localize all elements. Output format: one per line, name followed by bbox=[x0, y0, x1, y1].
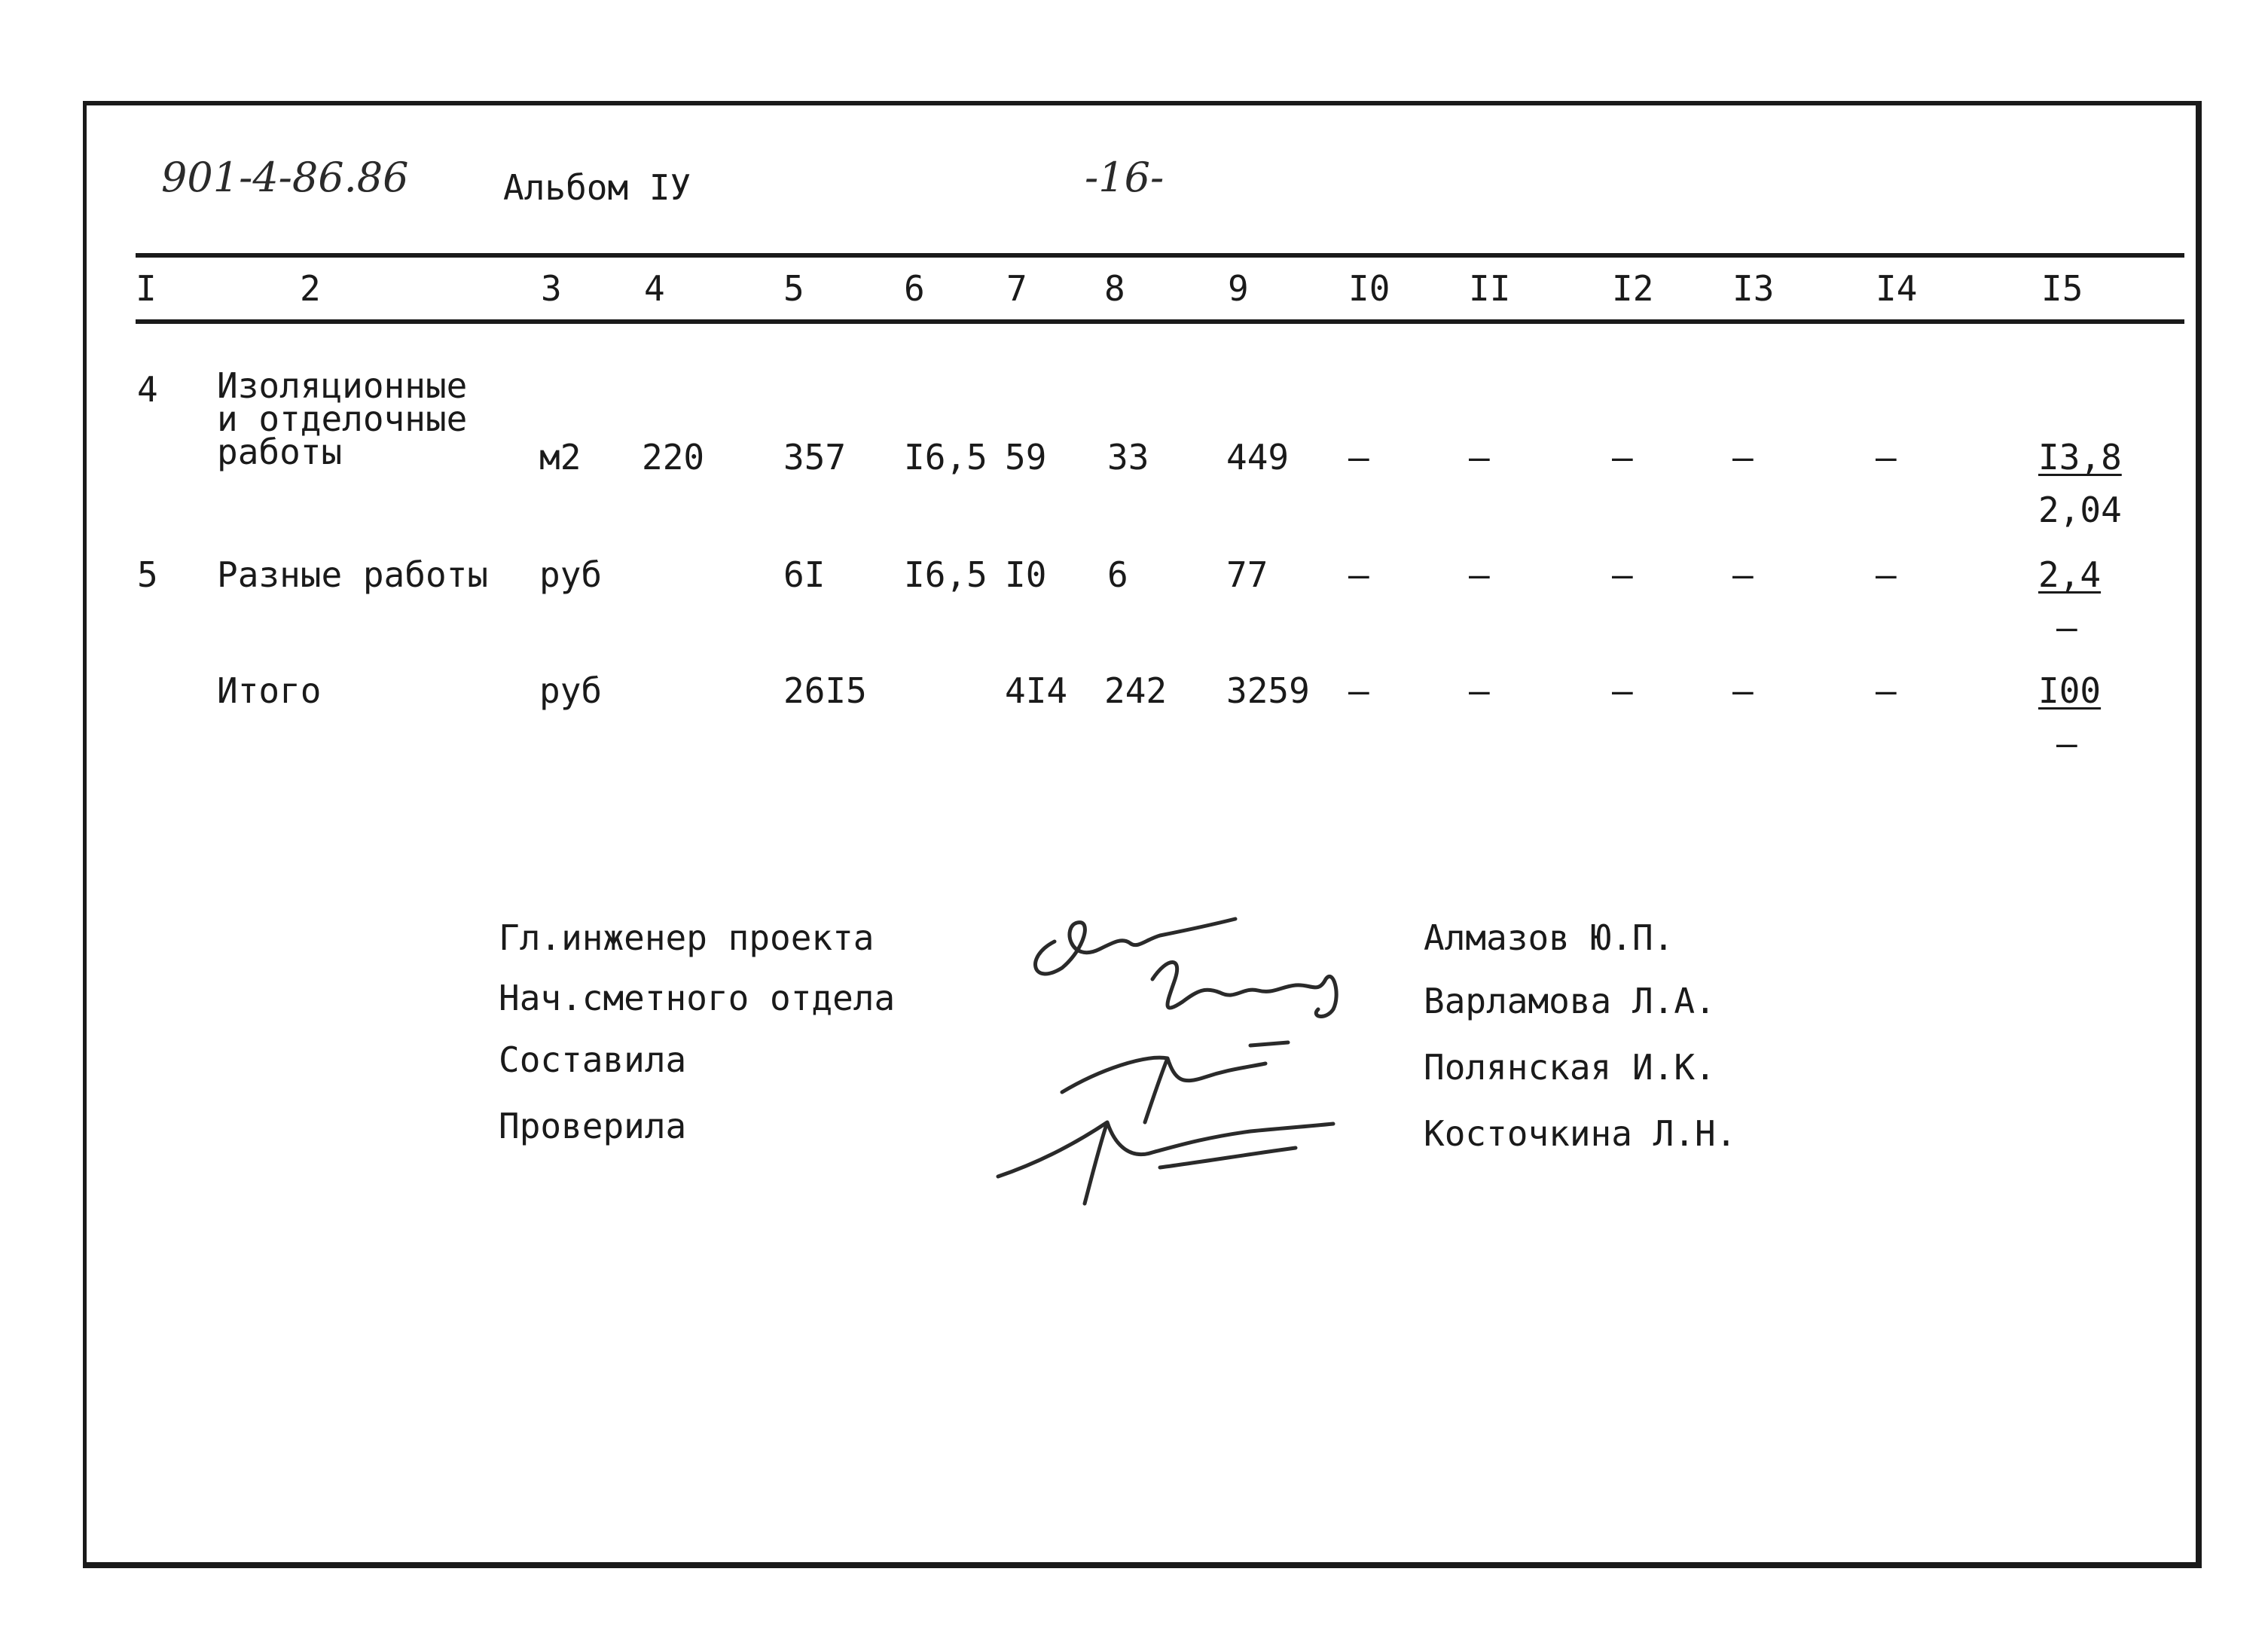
cell-col12: – bbox=[1612, 437, 1633, 478]
cell-col11: – bbox=[1469, 670, 1490, 711]
col-header-10: I0 bbox=[1348, 268, 1390, 309]
cell-col5: 6I bbox=[783, 554, 826, 595]
cell-col7: 59 bbox=[1005, 437, 1047, 478]
col-header-12: I2 bbox=[1612, 268, 1654, 309]
cell-col15-top: 2,4 bbox=[2038, 554, 2102, 595]
cell-col5: 357 bbox=[783, 437, 847, 478]
cell-col14: – bbox=[1876, 670, 1897, 711]
role-chief-engineer: Гл.инженер проекта bbox=[499, 917, 875, 958]
page-number: -16- bbox=[1085, 154, 1165, 201]
role-checked-by: Проверила bbox=[499, 1106, 687, 1146]
cell-col13: – bbox=[1732, 437, 1754, 478]
cell-col14: – bbox=[1876, 437, 1897, 478]
person-chief-engineer: Алмазов Ю.П. bbox=[1424, 917, 1674, 958]
cell-col7: 4I4 bbox=[1005, 670, 1068, 711]
cell-col12: – bbox=[1612, 670, 1633, 711]
col-header-6: 6 bbox=[904, 268, 925, 309]
col-header-9: 9 bbox=[1228, 268, 1249, 309]
person-estimate-head: Варламова Л.А. bbox=[1424, 981, 1716, 1021]
col-header-4: 4 bbox=[644, 268, 665, 309]
cell-col10: – bbox=[1348, 554, 1369, 595]
cell-col14: – bbox=[1876, 554, 1897, 595]
cell-col15-bottom: 2,04 bbox=[2038, 490, 2122, 530]
cell-col13: – bbox=[1732, 670, 1754, 711]
unit-cell: руб bbox=[539, 554, 603, 595]
row-number: 5 bbox=[137, 554, 158, 595]
row-name: Итого bbox=[217, 670, 322, 711]
col-header-8: 8 bbox=[1104, 268, 1125, 309]
col-header-3: 3 bbox=[541, 268, 562, 309]
table-top-rule bbox=[136, 253, 2184, 258]
role-compiled-by: Составила bbox=[499, 1039, 687, 1080]
row-name: Изоляционные и отделочные работы bbox=[217, 365, 468, 472]
album-label: Альбом IУ bbox=[503, 167, 691, 208]
cell-col6: I6,5 bbox=[904, 437, 987, 478]
person-checked-by: Косточкина Л.Н. bbox=[1424, 1113, 1737, 1154]
cell-col13: – bbox=[1732, 554, 1754, 595]
cell-col11: – bbox=[1469, 554, 1490, 595]
cell-col8: 6 bbox=[1107, 554, 1128, 595]
cell-col5: 26I5 bbox=[783, 670, 867, 711]
cell-col8: 33 bbox=[1107, 437, 1149, 478]
document-code: 901-4-86.86 bbox=[161, 154, 409, 201]
col-header-11: II bbox=[1469, 268, 1511, 309]
person-compiled-by: Полянская И.К. bbox=[1424, 1047, 1716, 1088]
handwritten-signatures bbox=[979, 896, 1371, 1228]
cell-col6: I6,5 bbox=[904, 554, 987, 595]
cell-col15-top: I00 bbox=[2038, 670, 2102, 711]
cell-col15-bottom: – bbox=[2056, 723, 2077, 764]
col-header-7: 7 bbox=[1006, 268, 1027, 309]
cell-col8: 242 bbox=[1104, 670, 1168, 711]
unit-cell: м2 bbox=[539, 437, 581, 478]
cell-col10: – bbox=[1348, 670, 1369, 711]
col-header-13: I3 bbox=[1732, 268, 1775, 309]
col-header-15: I5 bbox=[2041, 268, 2083, 309]
col-header-14: I4 bbox=[1876, 268, 1918, 309]
cell-col15-top: I3,8 bbox=[2038, 437, 2122, 478]
unit-cell: руб bbox=[539, 670, 603, 711]
cell-col12: – bbox=[1612, 554, 1633, 595]
row-number: 4 bbox=[137, 369, 158, 410]
row-name: Разные работы bbox=[217, 554, 489, 595]
cell-col9: 3259 bbox=[1226, 670, 1310, 711]
cell-col15-bottom: – bbox=[2056, 607, 2077, 648]
cell-col7: I0 bbox=[1005, 554, 1047, 595]
col-header-5: 5 bbox=[783, 268, 804, 309]
cell-col4: 220 bbox=[642, 437, 705, 478]
table-header-rule bbox=[136, 319, 2184, 324]
col-header-1: I bbox=[136, 268, 157, 309]
cell-col10: – bbox=[1348, 437, 1369, 478]
cell-col9: 77 bbox=[1226, 554, 1268, 595]
cell-col11: – bbox=[1469, 437, 1490, 478]
col-header-2: 2 bbox=[300, 268, 321, 309]
cell-col9: 449 bbox=[1226, 437, 1290, 478]
role-estimate-head: Нач.сметного отдела bbox=[499, 978, 896, 1018]
